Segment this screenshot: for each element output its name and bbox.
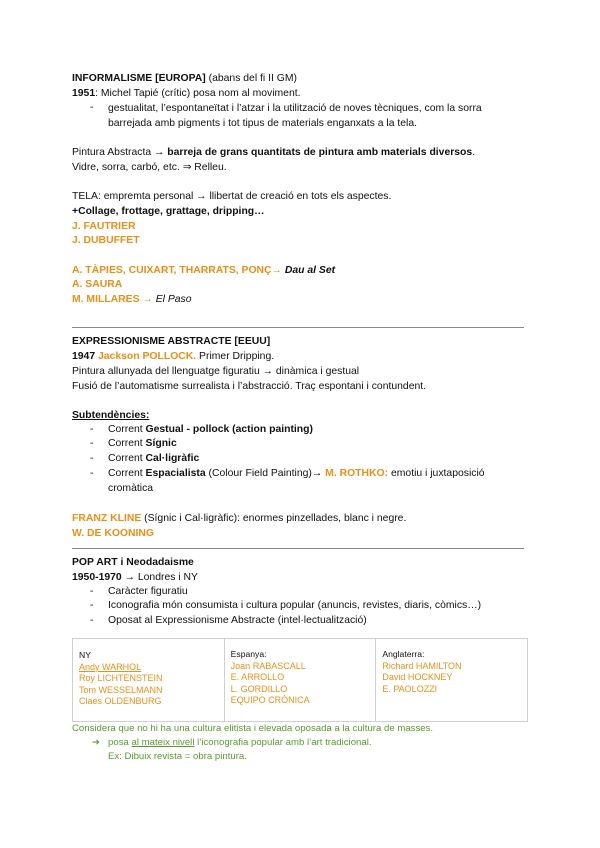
artist-fautrier: J. FAUTRIER bbox=[72, 221, 136, 232]
years-post: → Londres i NY bbox=[121, 572, 198, 583]
pop-bullet-1: Caràcter figuratiu bbox=[108, 586, 188, 597]
millares-line bbox=[72, 293, 192, 306]
corrent-name: Gestual - pollock (action painting) bbox=[145, 424, 313, 435]
list-item: E. PAOLOZZI bbox=[382, 683, 438, 694]
years: 1950-1970 bbox=[72, 572, 122, 583]
note-pre: posa bbox=[108, 737, 132, 748]
year-text: : Michel Tapié (crític) posa nom al moviment. bbox=[95, 88, 301, 99]
col-header: NY bbox=[79, 650, 91, 660]
bullet-dash: - bbox=[90, 424, 94, 435]
bullet-dash: - bbox=[90, 468, 94, 479]
table-col-anglaterra bbox=[376, 639, 527, 721]
list-item: Joan RABASCALL bbox=[230, 660, 306, 671]
abstracta-bold: barreja de grans quantitats de pintura amb materials diversos bbox=[167, 147, 473, 158]
subtendency-espacialista bbox=[108, 468, 485, 479]
expr-line3: Fusió de l’automatisme surrealista i l’abstracció. Traç espontani i contundent. bbox=[72, 381, 427, 392]
divider bbox=[72, 327, 524, 328]
subtendency-caligrafic bbox=[108, 453, 199, 464]
subtendencies-heading: Subtendències: bbox=[72, 410, 150, 421]
millares: M. MILLARES → bbox=[72, 294, 153, 305]
abstracta-pre: Pintura Abstracta → bbox=[72, 147, 168, 158]
list-item: Richard HAMILTON bbox=[382, 660, 462, 671]
section-title: INFORMALISME [EUROPA] bbox=[72, 73, 206, 84]
expr-line2: Pintura allunyada del llenguatge figuratiu → dinàmica i gestual bbox=[72, 366, 360, 377]
expressionisme-heading: EXPRESSIONISME ABSTRACTE [EEUU] bbox=[72, 336, 271, 347]
list-item: L. GORDILLO bbox=[230, 683, 288, 694]
pop-bullet-3: Oposat al Expressionisme Abstracte (intel·lectualització) bbox=[108, 615, 367, 626]
note-line2 bbox=[92, 736, 372, 749]
year: 1951 bbox=[72, 88, 96, 99]
corrent-name: Espacialista bbox=[145, 468, 206, 479]
bullet-text-line2: barrejada amb pigments i tot tipus de materials enganxats a la tela. bbox=[108, 118, 418, 129]
list-item: EQUIPO CRÓNICA bbox=[230, 695, 310, 706]
bullet-dash: - bbox=[90, 453, 94, 464]
note-post: l’iconografia popular amb l’art tradicional. bbox=[194, 737, 372, 748]
title-suffix: (abans del fi II GM) bbox=[205, 73, 297, 84]
col-header: Espanya: bbox=[230, 649, 267, 659]
corrent: Corrent bbox=[108, 424, 146, 435]
kline-desc: (Sígnic i Cal·ligràfic): enormes pinzellades, blanc i negre. bbox=[141, 513, 407, 524]
note-underlined: al mateix nivell bbox=[131, 737, 195, 748]
artist-saura: A. SAURA bbox=[72, 279, 123, 290]
el-paso: El Paso bbox=[152, 294, 192, 305]
abstracta-line bbox=[72, 146, 475, 159]
divider bbox=[72, 548, 524, 549]
colour-field: (Colour Field Painting)→ bbox=[205, 468, 323, 479]
informalisme-heading bbox=[72, 72, 297, 85]
abstracta-post: . bbox=[472, 147, 476, 158]
subtendency-gestual bbox=[108, 424, 313, 435]
pollock: Jackson POLLOCK. bbox=[95, 351, 197, 362]
tapies-line bbox=[72, 264, 335, 277]
bullet-text-line1: gestualitat, l’espontaneïtat i l’atzar i la utilització de noves tècniques, com la sorra bbox=[108, 103, 482, 114]
pop-bullet-2: Iconografia món consumista i cultura popular (anuncis, revistes, diaris, còmics…) bbox=[108, 600, 482, 611]
pop-years-line bbox=[72, 571, 198, 584]
corrent: Corrent bbox=[108, 453, 146, 464]
techniques-line: +Collage, frottage, grattage, dripping… bbox=[72, 206, 265, 217]
table-col-espanya bbox=[225, 639, 377, 721]
bullet-dash: - bbox=[90, 102, 94, 113]
table-col-ny bbox=[73, 639, 225, 721]
arrow-icon: ➔ bbox=[92, 737, 101, 748]
bullet-dash: - bbox=[90, 586, 94, 597]
rothko-desc: emotiu i juxtaposició bbox=[388, 468, 485, 479]
year: 1947 bbox=[72, 351, 96, 362]
pollock-line bbox=[72, 350, 274, 363]
informalisme-year-line bbox=[72, 87, 301, 100]
list-item: Andy WARHOL bbox=[79, 661, 142, 672]
pop-heading: POP ART i Neodadaisme bbox=[72, 557, 194, 568]
corrent-name: Sígnic bbox=[145, 438, 177, 449]
kline: FRANZ KLINE bbox=[72, 513, 142, 524]
artists-table bbox=[72, 638, 528, 722]
col-header: Anglaterra: bbox=[382, 649, 425, 659]
tapies-artists: A. TÀPIES, CUIXART, THARRATS, PONÇ→ bbox=[72, 265, 282, 276]
list-item: E. ARROLLO bbox=[230, 672, 285, 683]
bullet-dash: - bbox=[90, 438, 94, 449]
note-line3: Ex: Dibuix revista = obra pintura. bbox=[108, 751, 247, 762]
subtendency-signic bbox=[108, 438, 177, 449]
rothko: M. ROTHKO: bbox=[322, 468, 389, 479]
list-item: Claes OLDENBURG bbox=[79, 696, 162, 707]
list-item: David HOCKNEY bbox=[382, 672, 453, 683]
kline-line bbox=[72, 512, 406, 525]
corrent: Corrent bbox=[108, 468, 146, 479]
corrent: Corrent bbox=[108, 438, 146, 449]
bullet-dash: - bbox=[90, 600, 94, 611]
subtendency-espacialista-line2: cromàtica bbox=[108, 483, 154, 494]
corrent-name: Cal·ligràfic bbox=[145, 453, 200, 464]
dau-al-set: Dau al Set bbox=[281, 265, 336, 276]
tela-line: TELA: empremta personal → llibertat de creació en tots els aspectes. bbox=[72, 191, 392, 202]
pollock-post: Primer Dripping. bbox=[196, 351, 275, 362]
artist-dubuffet: J. DUBUFFET bbox=[72, 235, 140, 246]
artist-kooning: W. DE KOONING bbox=[72, 528, 154, 539]
list-item: Roy LICHTENSTEIN bbox=[79, 673, 163, 684]
list-item: Tom WESSELMANN bbox=[79, 684, 163, 695]
bullet-dash: - bbox=[90, 615, 94, 626]
note-line1: Considera que no hi ha una cultura elitista i elevada oposada a la cultura de masses. bbox=[72, 723, 434, 734]
materials-line: Vidre, sorra, carbó, etc. ⇒ Relleu. bbox=[72, 162, 227, 173]
